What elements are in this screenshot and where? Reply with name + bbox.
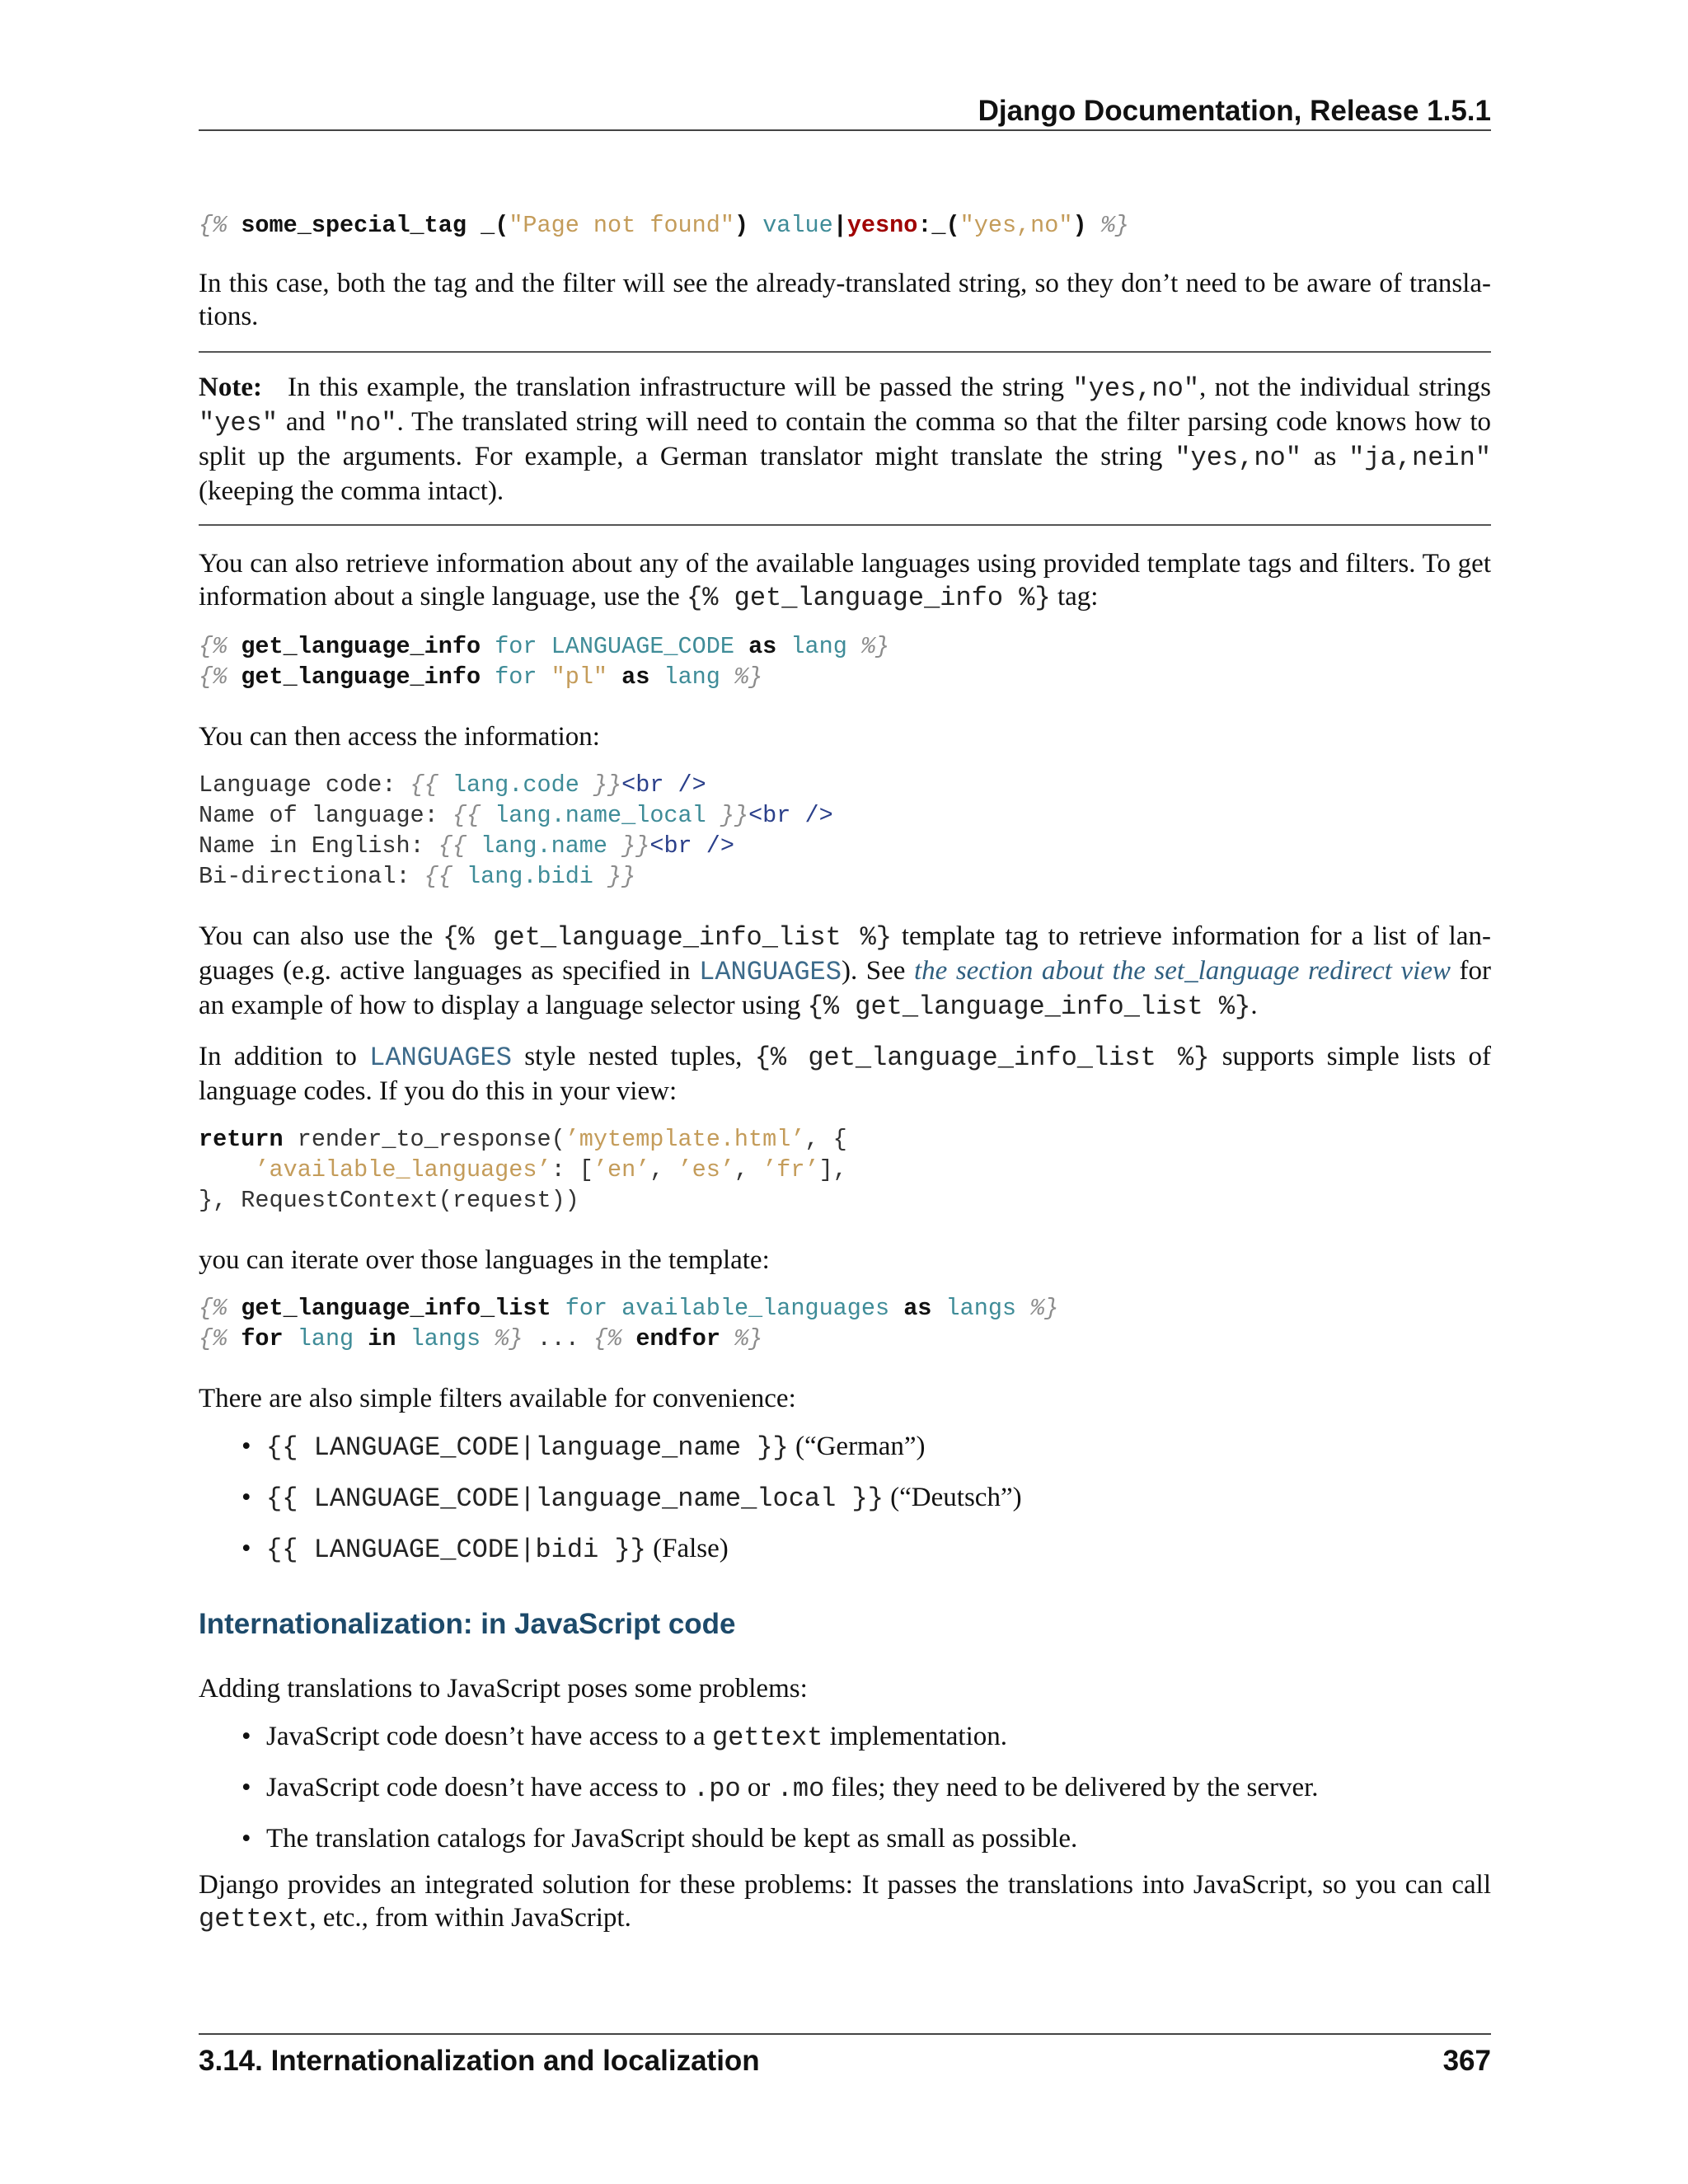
set-language-view-link[interactable]: the section about the set_language redirect view [913, 956, 1451, 986]
paragraph-javascript-problems: Adding translations to JavaScript poses some problems: [199, 1674, 808, 1704]
paragraph-language-info-list: You can also use the {% get_language_info_list %} template tag to retrieve information for a list of lan- guages (e.g. active languages as specified in LANGUAGES). See the section about the set_language redirect view for an example of how to display a language selector using {% get_language_info_list %}. [199, 921, 1492, 1022]
page-footer [199, 2033, 1491, 2079]
list-item: • The translation catalogs for JavaScript should be kept as small as possible. [266, 1822, 1491, 1855]
list-item: • {{ LANGUAGE_CODE|language_name_local }} (“Deutsch”) [266, 1481, 1491, 1516]
note-box [199, 351, 1491, 526]
running-header: Django Documentation, Release 1.5.1 [199, 92, 1491, 131]
section-heading: Internationalization: in JavaScript code [199, 1608, 736, 1640]
paragraph-translated-string: In this case, both the tag and the filter will see the already-translated string, so they don’t need to be aware of transla- tions. [199, 269, 1491, 331]
list-item: • {{ LANGUAGE_CODE|language_name }} (“German”) [266, 1430, 1491, 1465]
filter-list [199, 1430, 1491, 1567]
paragraph-iterate-languages: you can iterate over those languages in the template: [199, 1245, 770, 1275]
languages-setting-link[interactable]: LANGUAGES [699, 957, 842, 987]
code-block-language-fields: Language code: {{ lang.code }}<br /> Name of language: {{ lang.name_local }}<br /> Name in English: {{ lang.name }}<br /> Bi-directional: {{ lang.bidi }} [199, 771, 833, 890]
page-content [199, 210, 1491, 1936]
languages-setting-link[interactable]: LANGUAGES [369, 1043, 512, 1073]
code-block-language-info-list: {% get_language_info_list for available_languages as langs %} {% for lang in langs %} ... {% endfor %} [199, 1295, 1059, 1352]
paragraph-language-info: You can also retrieve information about any of the available languages using provided template tags and filters. To get information about a single language, use the {% get_language_info %} tag: [199, 549, 1491, 613]
code-block-get-language-info: {% get_language_info for LANGUAGE_CODE as lang %} {% get_language_info for "pl" as lang %} [199, 633, 890, 691]
list-item: • {{ LANGUAGE_CODE|bidi }} (False) [266, 1532, 1491, 1567]
note-text: Note: In this example, the translation infrastructure will be passed the string "yes,no", not the individual strings "yes" and "no". The translated string will need to contain the comma so that the filter parsing code knows how to split up the arguments. For example, a German translator might translate the string "yes,no" as "ja,nein" (keeping the comma intact). [199, 373, 1492, 506]
footer-section-title: 3.14. Internationalization and localization [199, 2045, 760, 2077]
list-item: • JavaScript code doesn’t have access to .po or .mo files; they need to be delivered by the server. [266, 1771, 1491, 1806]
page-number: 367 [1442, 2045, 1491, 2077]
paragraph-nested-tuples: In addition to LANGUAGES style nested tuples, {% get_language_info_list %} supports simple lists of language codes. If you do this in your view: [199, 1042, 1491, 1106]
note-label: Note: [199, 373, 262, 402]
paragraph-access-information: You can then access the information: [199, 722, 600, 752]
problem-list [199, 1720, 1491, 1855]
code-block-render-to-response: return render_to_response(’mytemplate.html’, { ’available_languages’: [’en’, ’es’, ’fr’], }, RequestContext(request)) [199, 1126, 847, 1214]
paragraph-simple-filters: There are also simple filters available for convenience: [199, 1384, 796, 1413]
list-item: • JavaScript code doesn’t have access to a gettext implementation. [266, 1720, 1491, 1755]
code-block-special-tag: {% some_special_tag _("Page not found") value|yesno:_("yes,no") %} [199, 212, 1129, 239]
paragraph-django-solution: Django provides an integrated solution for these problems: It passes the translations into JavaScript, so you can call gettext, etc., from within JavaScript. [199, 1870, 1491, 1934]
